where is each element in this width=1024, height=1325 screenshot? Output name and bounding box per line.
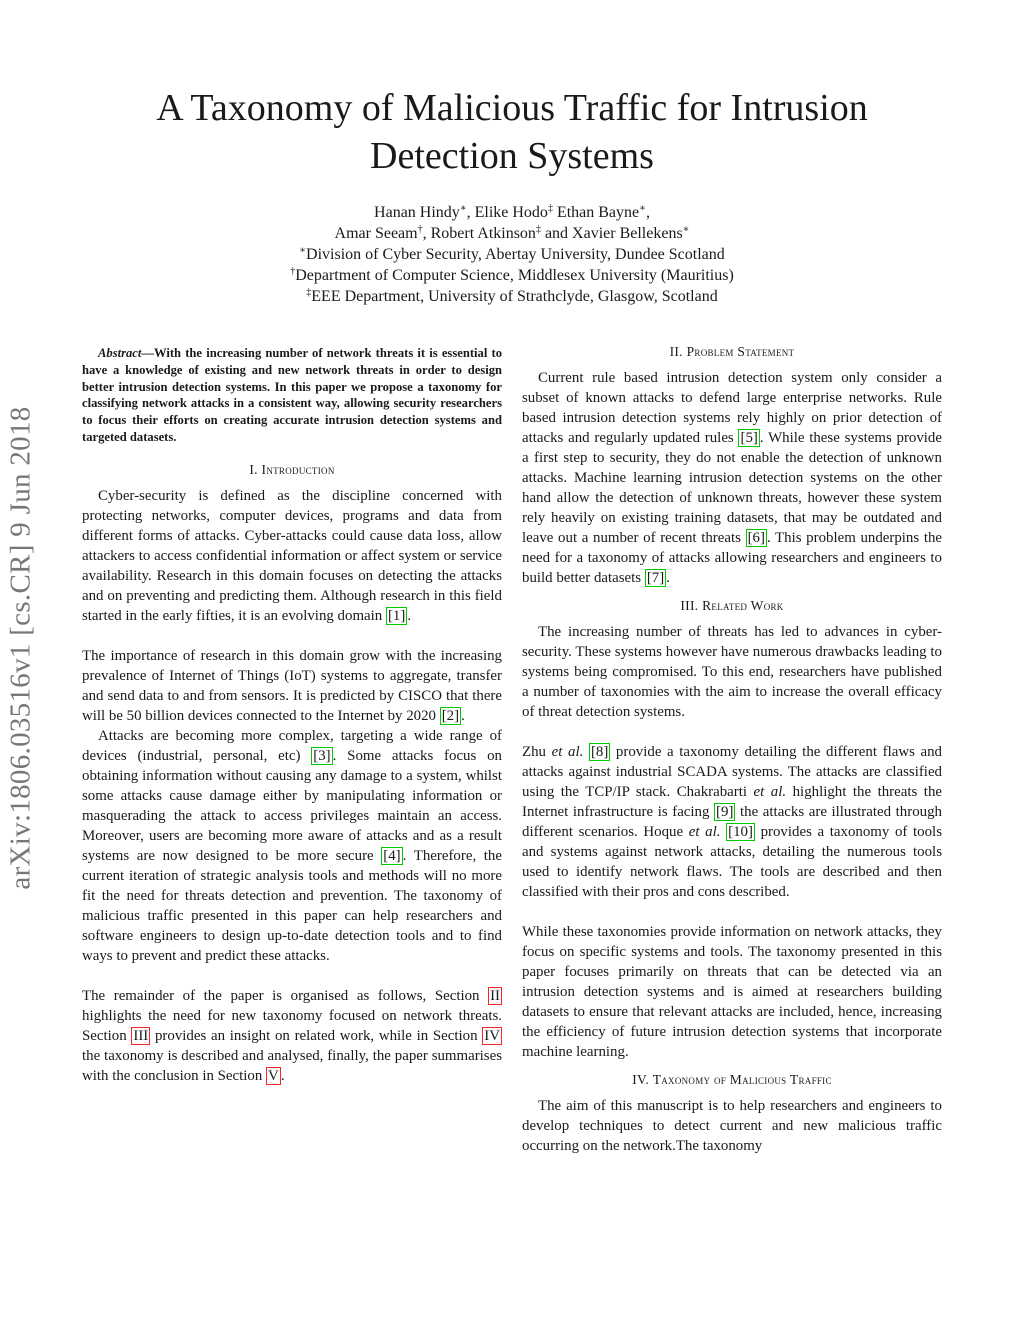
affiliation-mark: †: [417, 224, 423, 235]
punctuation: .: [461, 707, 465, 724]
citation-link[interactable]: [9]: [716, 804, 734, 820]
affiliation-text: Department of Computer Science, Middlesex University (Mauritius): [295, 267, 734, 284]
affiliation-mark: ∗: [639, 203, 646, 214]
paragraph-text: highlights the need for new taxonomy focused on network threats. Section: [82, 1007, 502, 1044]
author-name: Robert Atkinson: [430, 225, 536, 242]
section-number: II.: [669, 344, 683, 359]
paragraph-text: provides a taxonomy of tools and systems against network attacks, detailing the numerous tools used to identify network flaws. The tools are described and then classified with their pros and cons described.: [522, 824, 942, 900]
citation-link[interactable]: [3]: [313, 747, 331, 764]
author-block: [200, 202, 824, 307]
author-name: Hanan Hindy: [374, 204, 460, 221]
affiliation-text: Division of Cyber Security, Abertay University, Dundee Scotland: [306, 246, 725, 263]
paragraph-text: . While these systems provide a first step to security, they do not enable the detection of unknown attacks. Machine learning intrusion detection systems on the other hand allow the detection of unknown threats, however these system rely heavily on existing training datasets, that may be outdated and leave out a number of recent threats: [522, 430, 942, 546]
citation-link[interactable]: [8]: [590, 744, 609, 760]
author-name: Amar Seeam: [334, 225, 418, 242]
affiliation-mark: ‡: [535, 224, 541, 235]
section-number: IV.: [632, 1072, 649, 1087]
problem-paragraph: [522, 368, 942, 588]
section-title: Related Work: [702, 598, 784, 613]
paragraph-text: . This problem underpins the need for a taxonomy of attacks allowing researchers and engineers to build better datasets: [522, 530, 943, 586]
left-column: [82, 342, 502, 1086]
paragraph-text: the attacks are illustrated through different scenarios. Hoque: [522, 804, 942, 840]
affiliation-mark: †: [290, 266, 296, 277]
affiliation-1: [200, 244, 824, 265]
punctuation: .: [407, 607, 412, 624]
paragraph-text: Zhu: [522, 744, 552, 760]
citation-link[interactable]: [10]: [728, 824, 753, 840]
author-name: Xavier Bellekens: [572, 225, 683, 242]
paragraph-text: provide a taxonomy detailing the different flaws and attacks against industrial SCADA systems. The attacks are classified using the TCP/IP stack. Chakrabarti: [522, 744, 942, 800]
citation-link[interactable]: [7]: [646, 570, 665, 586]
affiliation-mark: ‡: [547, 203, 553, 214]
affiliation-3: [200, 286, 824, 307]
affiliation-mark: ∗: [459, 203, 467, 214]
section-number: I.: [249, 461, 258, 477]
paragraph-text: Cyber-security is defined as the discipline concerned with protecting networks, computer devices, programs and data from different forms of attacks. Cyber-attacks could cause data loss, allow attackers to access confidential information or affect system or service availability. Research in this domain focuses on detecting the attacks and on preventing and predicting them. Although research in this field started in the early fifties, it is an evolving domain: [82, 487, 502, 624]
author-name: Ethan Bayne: [556, 204, 640, 221]
title-line-2: Detection Systems: [370, 135, 654, 177]
citation-link[interactable]: [5]: [740, 430, 758, 446]
paragraph-text: The remainder of the paper is organised as follows, Section: [82, 987, 489, 1004]
section-title: Introduction: [261, 461, 335, 477]
section-number: III.: [680, 598, 699, 613]
section-heading-related-work: [522, 596, 942, 616]
paragraph-text: . Therefore, the current iteration of strategic analysis tools and methods will no more fit the need for threats detection and prevention. The taxonomy of malicious traffic presented in this paper can help researchers and software engineers to design up-to-date detection tools and to find ways to prevent and predict these attacks.: [82, 847, 502, 964]
paragraph-text: Attacks are becoming more complex, targeting a wide range of devices (industrial, personal, etc): [82, 727, 502, 764]
affiliation-2: [200, 265, 824, 286]
paragraph-text: provides an insight on related work, while in Section: [150, 1027, 483, 1044]
citation-link[interactable]: [2]: [441, 707, 460, 724]
related-paragraph-2: [522, 742, 942, 902]
abstract: [82, 345, 502, 446]
affiliation-text: EEE Department, University of Strathclyde, Glasgow, Scotland: [311, 288, 718, 305]
intro-paragraph-4: [82, 986, 502, 1086]
punctuation: .: [666, 570, 670, 586]
author-line-1: Hanan Hindy∗, Elike Hodo‡ Ethan Bayne∗,: [374, 203, 650, 221]
section-link[interactable]: V: [268, 1067, 279, 1084]
et-al: et al.: [551, 744, 584, 760]
affiliation-mark: ∗: [299, 245, 307, 256]
section-link[interactable]: IV: [484, 1027, 500, 1044]
affiliation-mark: ∗: [682, 224, 690, 235]
arxiv-identifier: arXiv:1806.03516v1 [cs.CR] 9 Jun 2018: [4, 406, 37, 890]
paragraph-text: highlight the threats the Internet infrastructure is facing: [522, 784, 943, 820]
abstract-label: Abstract: [98, 346, 142, 360]
paragraph-text: the taxonomy is described and analysed, finally, the paper summarises with the conclusion in Section: [82, 1047, 502, 1084]
section-link[interactable]: II: [490, 987, 500, 1004]
related-paragraph-1: The increasing number of threats has led to advances in cyber-security. These systems however have numerous drawbacks leading to systems being compromised. To this end, researchers have published a number of taxonomies with the aim to increase the overall efficacy of threat detection systems.: [522, 624, 942, 720]
abstract-text: —With the increasing number of network threats it is essential to have a knowledge of existing and new network threats in order to design better intrusion detection systems. In this paper we propose a taxonomy for classifying network attacks in a consistent way, allowing security researchers to focus their efforts on creating accurate intrusion detection systems and targeted datasets.: [82, 346, 502, 444]
intro-paragraph-1: [82, 486, 502, 626]
paragraph-text: The importance of research in this domain grow with the increasing prevalence of Internet of Things (IoT) systems to aggregate, transfer and send data to and from sensors. It is predicted by CISCO that there will be 50 billion devices connected to the Internet by 2020: [82, 647, 502, 724]
affiliation-mark: ‡: [306, 287, 312, 298]
paper-title: [110, 84, 914, 180]
section-heading-problem-statement: [522, 342, 942, 362]
section-heading-introduction: [82, 460, 502, 480]
section-link[interactable]: III: [133, 1027, 149, 1044]
right-column: [522, 342, 942, 1156]
et-al: et al.: [688, 824, 721, 840]
intro-paragraph-3: [82, 726, 502, 966]
related-paragraph-3: While these taxonomies provide information on network attacks, they focus on specific systems and tools. The taxonomy presented in this paper focuses primarily on threats that can be detected via an intrusion detection systems and is aimed at researchers building datasets to ensure that relevant attacks are included, hence, increasing the efficiency of future intrusion detection systems that incorporate machine learning.: [522, 924, 942, 1060]
author-name: Elike Hodo: [474, 204, 548, 221]
paragraph-text: Current rule based intrusion detection system only consider a subset of known attacks to defend large enterprise networks. Rule based intrusion detection systems rely highly on prior detection of attacks and regularly updated rules: [522, 370, 942, 446]
citation-link[interactable]: [1]: [387, 607, 406, 624]
title-line-1: A Taxonomy of Malicious Traffic for Intrusion: [156, 87, 868, 129]
et-al: et al.: [753, 784, 787, 800]
author-line-2: Amar Seeam†, Robert Atkinson‡ and Xavier Bellekens∗: [334, 224, 690, 242]
citation-link[interactable]: [4]: [383, 847, 401, 864]
paragraph-text: . Some attacks focus on obtaining information without causing any damage to a system, whilst some attacks cause damage either by manipulating information or masquerading the attack to access privileges maintain an access. Moreover, users are becoming more aware of attacks and as a result systems are now designed to be more secure: [82, 747, 502, 864]
section-title: Problem Statement: [686, 344, 795, 359]
section-title: Taxonomy of Malicious Traffic: [652, 1072, 832, 1087]
citation-link[interactable]: [6]: [747, 530, 765, 546]
intro-paragraph-2: [82, 646, 502, 726]
section-heading-taxonomy: [522, 1070, 942, 1090]
punctuation: .: [280, 1067, 285, 1084]
taxonomy-paragraph: The aim of this manuscript is to help researchers and engineers to develop techniques to detect current and new malicious traffic occurring on the network.The taxonomy: [522, 1098, 942, 1154]
